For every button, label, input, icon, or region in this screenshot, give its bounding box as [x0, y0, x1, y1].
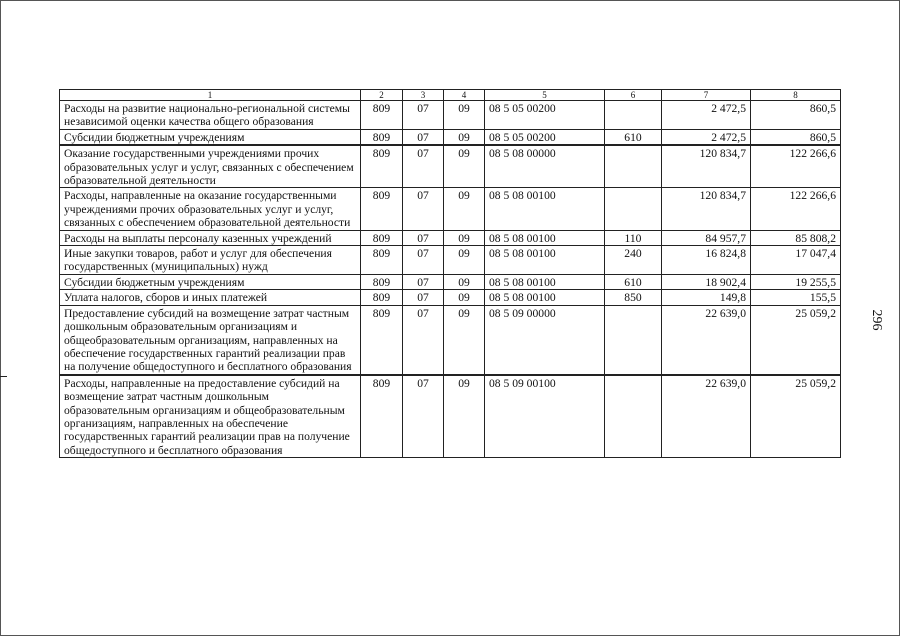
table-row — [60, 246, 841, 275]
target-article-code: 08 5 08 00000 — [485, 145, 605, 188]
subsection-code: 09 — [444, 129, 485, 145]
column-header: 4 — [444, 90, 485, 101]
section-code: 07 — [403, 145, 444, 188]
expense-type-code — [605, 305, 662, 375]
table-row — [60, 129, 841, 145]
amount-year-1: 84 957,7 — [662, 230, 751, 245]
column-header: 8 — [751, 90, 841, 101]
column-header: 7 — [662, 90, 751, 101]
admin-code: 809 — [361, 305, 403, 375]
amount-year-2: 122 266,6 — [751, 145, 841, 188]
column-header: 6 — [605, 90, 662, 101]
subsection-code: 09 — [444, 274, 485, 289]
expense-type-code: 610 — [605, 274, 662, 289]
amount-year-1: 2 472,5 — [662, 101, 751, 130]
admin-code: 809 — [361, 188, 403, 230]
admin-code: 809 — [361, 101, 403, 130]
expense-name: Оказание государственными учреждениями прочих образовательных услуг и услуг, связанных с обеспечением образовательной деятельности — [60, 145, 361, 188]
page-number: 296 — [869, 309, 884, 331]
column-header: 1 — [60, 90, 361, 101]
table-row — [60, 101, 841, 130]
expense-type-code — [605, 101, 662, 130]
amount-year-1: 2 472,5 — [662, 129, 751, 145]
section-code: 07 — [403, 101, 444, 130]
target-article-code: 08 5 05 00200 — [485, 101, 605, 130]
subsection-code: 09 — [444, 375, 485, 458]
target-article-code: 08 5 08 00100 — [485, 274, 605, 289]
section-code: 07 — [403, 129, 444, 145]
section-code: 07 — [403, 274, 444, 289]
amount-year-2: 155,5 — [751, 290, 841, 305]
expense-name: Уплата налогов, сборов и иных платежей — [60, 290, 361, 305]
expense-name: Субсидии бюджетным учреждениям — [60, 274, 361, 289]
table-row — [60, 375, 841, 458]
admin-code: 809 — [361, 145, 403, 188]
amount-year-1: 16 824,8 — [662, 246, 751, 275]
subsection-code: 09 — [444, 305, 485, 375]
target-article-code: 08 5 08 00100 — [485, 290, 605, 305]
subsection-code: 09 — [444, 230, 485, 245]
section-code: 07 — [403, 246, 444, 275]
section-code: 07 — [403, 375, 444, 458]
subsection-code: 09 — [444, 101, 485, 130]
amount-year-1: 120 834,7 — [662, 145, 751, 188]
expense-type-code: 610 — [605, 129, 662, 145]
table-row — [60, 274, 841, 289]
amount-year-2: 25 059,2 — [751, 305, 841, 375]
target-article-code: 08 5 08 00100 — [485, 230, 605, 245]
amount-year-2: 860,5 — [751, 129, 841, 145]
amount-year-2: 25 059,2 — [751, 375, 841, 458]
expense-type-code: 240 — [605, 246, 662, 275]
subsection-code: 09 — [444, 188, 485, 230]
subsection-code: 09 — [444, 145, 485, 188]
expense-name: Расходы на развитие национально-региональной системы независимой оценки качества общего образования — [60, 101, 361, 130]
target-article-code: 08 5 09 00100 — [485, 375, 605, 458]
amount-year-2: 17 047,4 — [751, 246, 841, 275]
scan-margin-mark — [0, 376, 7, 377]
amount-year-1: 18 902,4 — [662, 274, 751, 289]
target-article-code: 08 5 09 00000 — [485, 305, 605, 375]
table-row — [60, 188, 841, 230]
amount-year-2: 860,5 — [751, 101, 841, 130]
target-article-code: 08 5 08 00100 — [485, 188, 605, 230]
admin-code: 809 — [361, 129, 403, 145]
amount-year-1: 22 639,0 — [662, 375, 751, 458]
expense-type-code — [605, 145, 662, 188]
expense-name: Расходы, направленные на предоставление субсидий на возмещение затрат частным дошкольным образовательным организациям и общеобразовательным организациям, направленных на обеспечение государственных гарантий реализации прав на получение общедоступного и бесплатного образования — [60, 375, 361, 458]
column-header: 3 — [403, 90, 444, 101]
subsection-code: 09 — [444, 246, 485, 275]
subsection-code: 09 — [444, 290, 485, 305]
admin-code: 809 — [361, 274, 403, 289]
column-header: 2 — [361, 90, 403, 101]
section-code: 07 — [403, 230, 444, 245]
amount-year-2: 122 266,6 — [751, 188, 841, 230]
expense-name: Предоставление субсидий на возмещение затрат частным дошкольным образовательным организациям и общеобразовательным организациям, направленных на обеспечение государственных гарантий реализации прав на получение общедоступного и бесплатного образования — [60, 305, 361, 375]
column-header: 5 — [485, 90, 605, 101]
expense-name: Расходы на выплаты персоналу казенных учреждений — [60, 230, 361, 245]
table-row — [60, 230, 841, 245]
amount-year-2: 19 255,5 — [751, 274, 841, 289]
table-row — [60, 290, 841, 305]
target-article-code: 08 5 08 00100 — [485, 246, 605, 275]
budget-table — [59, 89, 841, 458]
amount-year-1: 120 834,7 — [662, 188, 751, 230]
target-article-code: 08 5 05 00200 — [485, 129, 605, 145]
expense-name: Субсидии бюджетным учреждениям — [60, 129, 361, 145]
section-code: 07 — [403, 188, 444, 230]
table-row — [60, 145, 841, 188]
expense-type-code: 110 — [605, 230, 662, 245]
admin-code: 809 — [361, 230, 403, 245]
admin-code: 809 — [361, 375, 403, 458]
expense-type-code — [605, 375, 662, 458]
section-code: 07 — [403, 305, 444, 375]
admin-code: 809 — [361, 290, 403, 305]
admin-code: 809 — [361, 246, 403, 275]
amount-year-1: 149,8 — [662, 290, 751, 305]
expense-type-code — [605, 188, 662, 230]
table-row — [60, 305, 841, 375]
amount-year-2: 85 808,2 — [751, 230, 841, 245]
table-header-row — [60, 90, 841, 101]
section-code: 07 — [403, 290, 444, 305]
expense-name: Иные закупки товаров, работ и услуг для обеспечения государственных (муниципальных) нужд — [60, 246, 361, 275]
amount-year-1: 22 639,0 — [662, 305, 751, 375]
expense-name: Расходы, направленные на оказание государственными учреждениями прочих образовательных услуг и услуг, связанных с обеспечением образовательной деятельности — [60, 188, 361, 230]
expense-type-code: 850 — [605, 290, 662, 305]
